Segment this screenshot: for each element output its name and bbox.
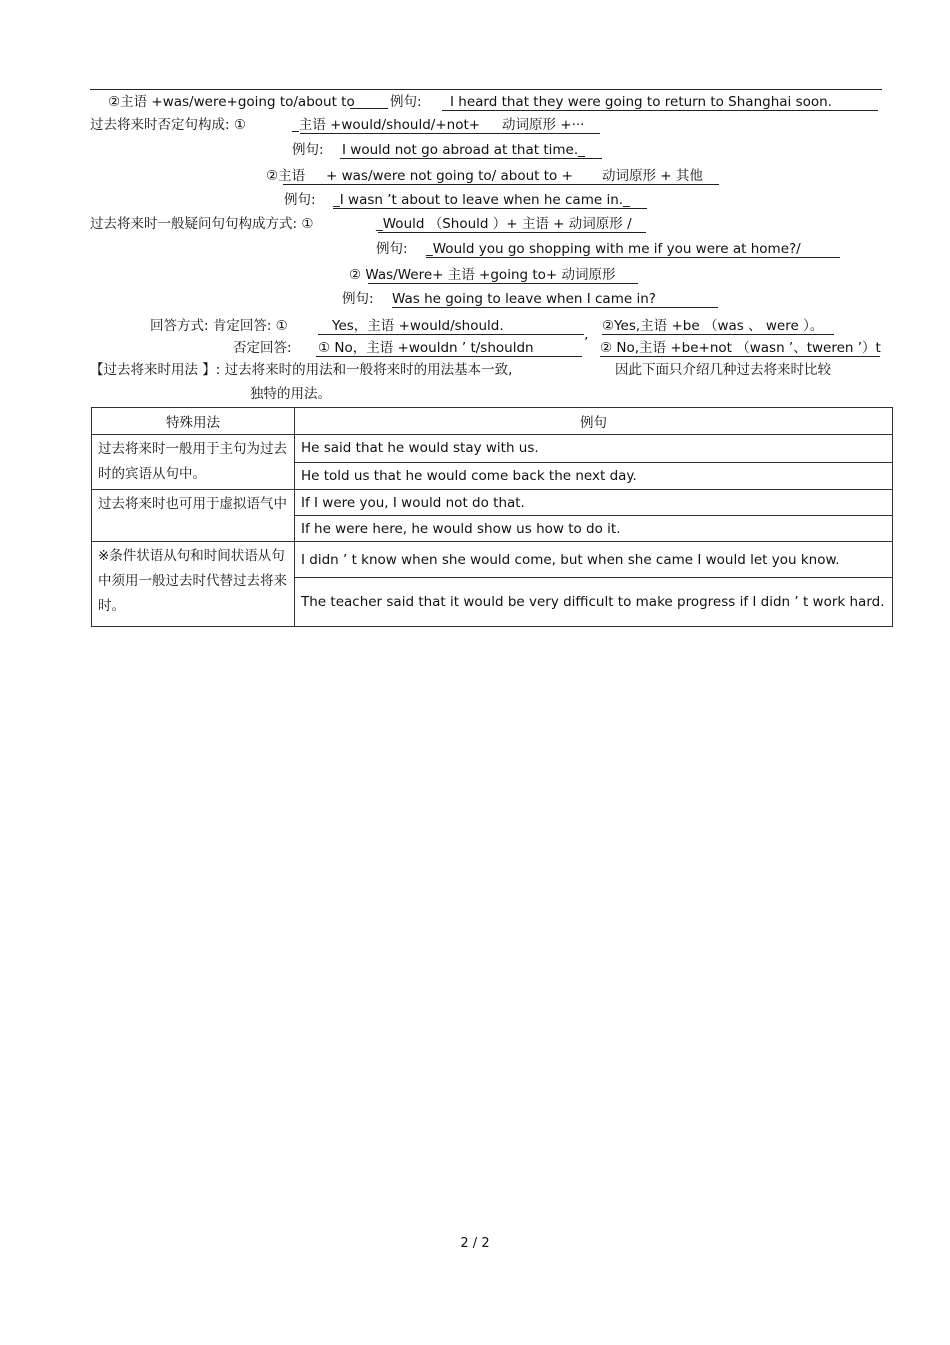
negative-answer-1: ① No，主语 +wouldn ’ t/shouldn	[318, 340, 534, 356]
apostrophe-mark: ’	[584, 335, 589, 351]
example-label: 例句:	[390, 94, 422, 110]
negative-example-1-underline	[340, 158, 602, 159]
example-underline	[442, 110, 878, 111]
special-usage-table	[91, 407, 893, 627]
question-example-2-underline	[392, 307, 718, 308]
table-row	[92, 490, 893, 516]
question-form-2: ② Was/Were+ 主语 +going to+ 动词原形	[349, 267, 616, 283]
negative-answer-2: ② No,主语 +be+not （wasn ’、tweren ’）t	[600, 340, 881, 356]
table-header-row	[92, 408, 893, 435]
header-example: 例句	[295, 408, 893, 435]
table-row	[92, 435, 893, 463]
negative-form-1-underline	[300, 133, 600, 134]
negative-form-label: 过去将来时否定句构成: ①	[90, 117, 246, 133]
usage-intro-2: 因此下面只介绍几种过去将来时比较	[615, 362, 831, 378]
negative-example-1: I would not go abroad at that time._	[342, 142, 585, 158]
question-example-1-label: 例句:	[376, 241, 408, 257]
example-cell: If I were you, I would not do that.	[295, 490, 893, 516]
page-number: 2 / 2	[460, 1236, 490, 1251]
positive-answer-1-underline	[318, 334, 584, 335]
future-in-past-form-2: ②主语 +was/were+going to/about to	[108, 94, 355, 110]
question-form-label: 过去将来时一般疑问句句构成方式: ①	[90, 216, 314, 232]
usage-cell: ※条件状语从句和时间状语从句中须用一般过去时代替过去将来时。	[92, 542, 295, 627]
top-rule	[90, 89, 882, 90]
negative-form-2: + was/were not going to/ about to +	[326, 168, 573, 184]
negative-example-2: _I wasn ’t about to leave when he came in._	[333, 192, 630, 208]
blank-rule	[350, 108, 388, 109]
question-example-2: Was he going to leave when I came in?	[392, 291, 656, 307]
negative-form-2-prefix: ②主语	[266, 168, 306, 184]
answer-label: 回答方式: 肯定回答: ①	[150, 318, 288, 334]
usage-intro-3: 独特的用法。	[250, 386, 331, 402]
example-cell: The teacher said that it would be very difficult to make progress if I didn ’ t work hard.	[295, 578, 893, 627]
negative-example-1-label: 例句:	[292, 142, 324, 158]
negative-example-2-underline	[333, 208, 647, 209]
question-form-1-underline	[378, 232, 646, 233]
example-cell: He told us that he would come back the next day.	[295, 462, 893, 490]
question-example-1: _Would you go shopping with me if you were at home?/	[426, 241, 801, 257]
negative-form-2-tail: 动词原形 + 其他	[602, 168, 703, 184]
question-form-2-underline	[368, 283, 638, 284]
positive-answer-1: Yes，主语 +would/should.	[332, 318, 504, 334]
positive-answer-2-underline	[602, 334, 834, 335]
question-example-1-underline	[426, 257, 840, 258]
negative-answer-label: 否定回答:	[233, 340, 292, 356]
negative-example-2-label: 例句:	[284, 192, 316, 208]
negative-form-2-underline	[283, 184, 719, 185]
question-form-1: _Would （Should ）+ 主语 + 动词原形 /	[376, 216, 632, 232]
example-cell: I didn ’ t know when she would come, but when she came I would let you know.	[295, 542, 893, 578]
question-example-2-label: 例句:	[342, 291, 374, 307]
example-sentence: I heard that they were going to return to Shanghai soon.	[450, 94, 832, 110]
example-cell: He said that he would stay with us.	[295, 435, 893, 463]
negative-answer-2-underline	[600, 356, 880, 357]
positive-answer-2: ②Yes,主语 +be （was 、 were ）。	[602, 318, 824, 334]
header-special-usage: 特殊用法	[92, 408, 295, 435]
negative-form-1: _主语 +would/should/+not+	[292, 117, 481, 133]
negative-answer-1-underline	[316, 356, 582, 357]
usage-cell: 过去将来时一般用于主句为过去时的宾语从句中。	[92, 435, 295, 490]
example-cell: If he were here, he would show us how to do it.	[295, 516, 893, 542]
table-row	[92, 542, 893, 578]
usage-intro-1: 【过去将来时用法 】: 过去将来时的用法和一般将来时的用法基本一致,	[90, 362, 513, 378]
usage-cell: 过去将来时也可用于虚拟语气中	[92, 490, 295, 542]
negative-form-1-tail: 动词原形 +···	[502, 117, 585, 133]
